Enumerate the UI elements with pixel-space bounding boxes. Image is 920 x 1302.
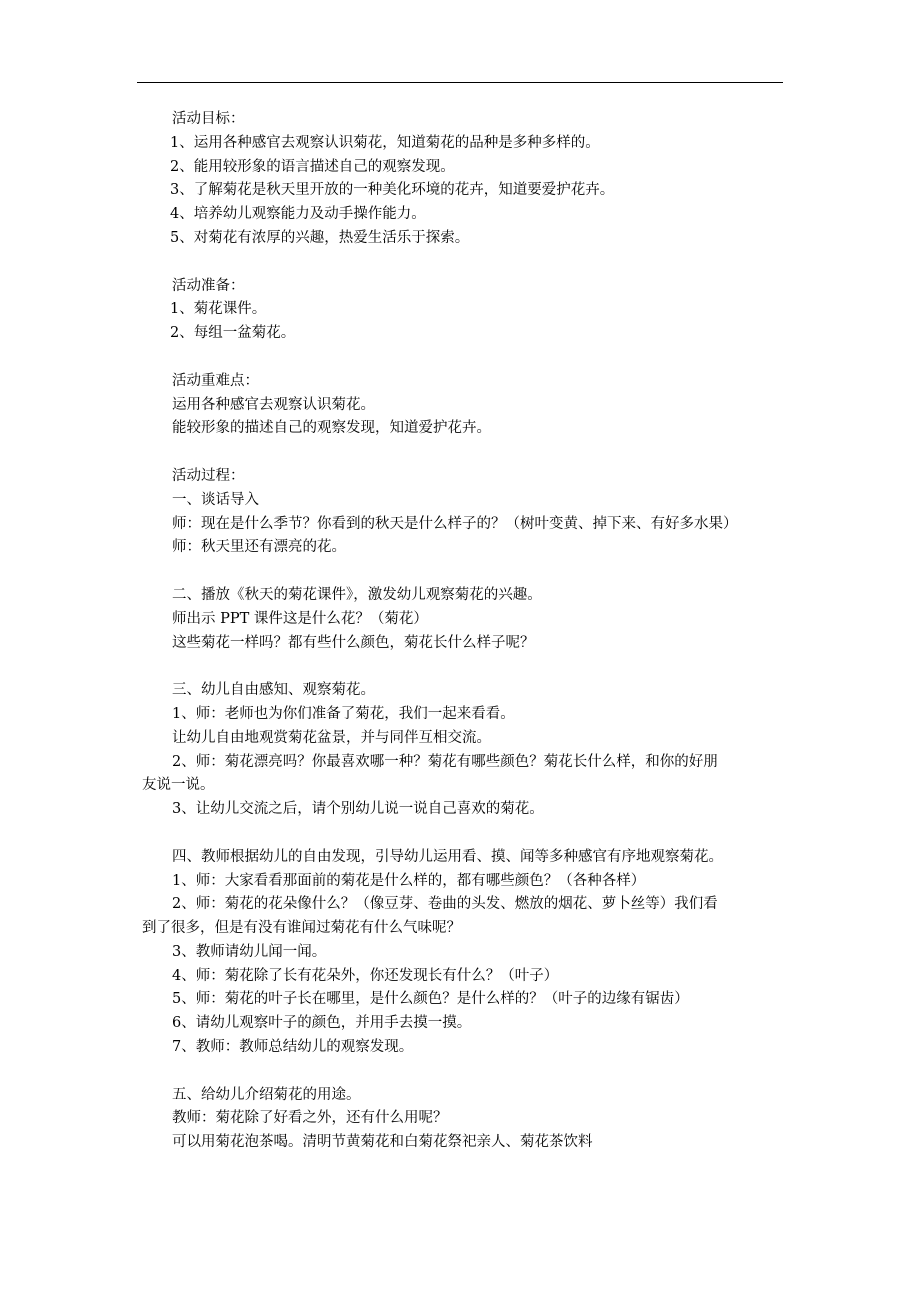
process-step-title: 四、教师根据幼儿的自由发现，引导幼儿运用看、摸、闻等多种感官有序地观察菊花。 <box>172 848 723 865</box>
process-step-title: 三、幼儿自由感知、观察菊花。 <box>172 682 375 699</box>
dialogue-line: 这些菊花一样吗？都有些什么颜色，菊花长什么样子呢？ <box>172 634 535 651</box>
paragraph-gap <box>172 1060 790 1084</box>
dialogue-line: 师出示 PPT 课件这是什么花？（菊花） <box>172 610 428 627</box>
key-point-line: 运用各种感官去观察认识菊花。 <box>172 396 375 413</box>
paragraph-gap <box>172 441 790 465</box>
step-line-continuation: 友说一说。 <box>142 777 215 794</box>
process-step-title: 五、给幼儿介绍菊花的用途。 <box>172 1086 361 1103</box>
goal-item-2: 2、能用较形象的语言描述自己的观察发现。 <box>170 158 455 175</box>
goal-item-3: 3、了解菊花是秋天里开放的一种美化环境的花卉，知道要爱护花卉。 <box>170 182 615 199</box>
section-heading: 活动准备： <box>172 277 245 294</box>
step-line: 让幼儿自由地观赏菊花盆景，并与同伴互相交流。 <box>172 729 491 746</box>
paragraph-gap <box>172 560 790 584</box>
step-line-continuation: 到了很多，但是有没有谁闻过菊花有什么气味呢？ <box>142 920 461 937</box>
step-line: 2、师：菊花的花朵像什么？（像豆芽、卷曲的头发、燃放的烟花、萝卜丝等）我们看 <box>172 896 718 913</box>
step-line: 4、师：菊花除了长有花朵外，你还发现长有什么？（叶子） <box>172 967 559 984</box>
step-line: 3、让幼儿交流之后，请个别幼儿说一说自己喜欢的菊花。 <box>172 801 544 818</box>
paragraph-gap <box>172 251 790 275</box>
step-line: 1、师：老师也为你们准备了菊花，我们一起来看看。 <box>172 705 515 722</box>
step-line: 1、师：大家看看那面前的菊花是什么样的，都有哪些颜色？（各种各样） <box>172 872 646 889</box>
paragraph-gap <box>172 822 790 846</box>
step-line: 5、师：菊花的叶子长在哪里，是什么颜色？是什么样的？（叶子的边缘有锯齿） <box>172 991 689 1008</box>
header-rule <box>137 82 783 83</box>
goal-item-4: 4、培养幼儿观察能力及动手操作能力。 <box>170 206 426 223</box>
paragraph-gap <box>172 346 790 370</box>
step-line: 2、师：菊花漂亮吗？你最喜欢哪一种？菊花有哪些颜色？菊花长什么样，和你的好朋 <box>172 753 718 770</box>
process-step-title: 一、谈话导入 <box>172 491 259 508</box>
goal-item-1: 1、运用各种感官去观察认识菊花，知道菊花的品种是多种多样的。 <box>170 134 600 151</box>
section-heading: 活动目标： <box>172 111 245 127</box>
step-line: 3、教师请幼儿闻一闻。 <box>172 943 327 960</box>
process-step-title: 二、播放《秋天的菊花课件》，激发幼儿观察菊花的兴趣。 <box>172 586 542 603</box>
step-line: 6、请幼儿观察叶子的颜色，并用手去摸一摸。 <box>172 1015 472 1032</box>
goal-item-5: 5、对菊花有浓厚的兴趣，热爱生活乐于探索。 <box>170 229 470 246</box>
dialogue-line: 师：现在是什么季节？你看到的秋天是什么样子的？（树叶变黄、掉下来、有好多水果） <box>172 515 738 532</box>
dialogue-line: 师：秋天里还有漂亮的花。 <box>172 539 346 556</box>
step-line: 7、教师：教师总结幼儿的观察发现。 <box>172 1039 414 1056</box>
section-heading: 活动过程： <box>172 467 245 484</box>
prep-item-2: 2、每组一盆菊花。 <box>170 325 296 342</box>
dialogue-line: 教师：菊花除了好看之外，还有什么用呢？ <box>172 1110 448 1127</box>
key-point-line: 能较形象的描述自己的观察发现，知道爱护花卉。 <box>172 420 491 437</box>
paragraph-gap <box>172 655 790 679</box>
prep-item-1: 1、菊花课件。 <box>170 301 267 318</box>
document-body <box>142 108 790 1155</box>
dialogue-line: 可以用菊花泡茶喝。清明节黄菊花和白菊花祭祀亲人、菊花茶饮料 <box>172 1134 593 1151</box>
section-heading: 活动重难点： <box>172 372 259 389</box>
